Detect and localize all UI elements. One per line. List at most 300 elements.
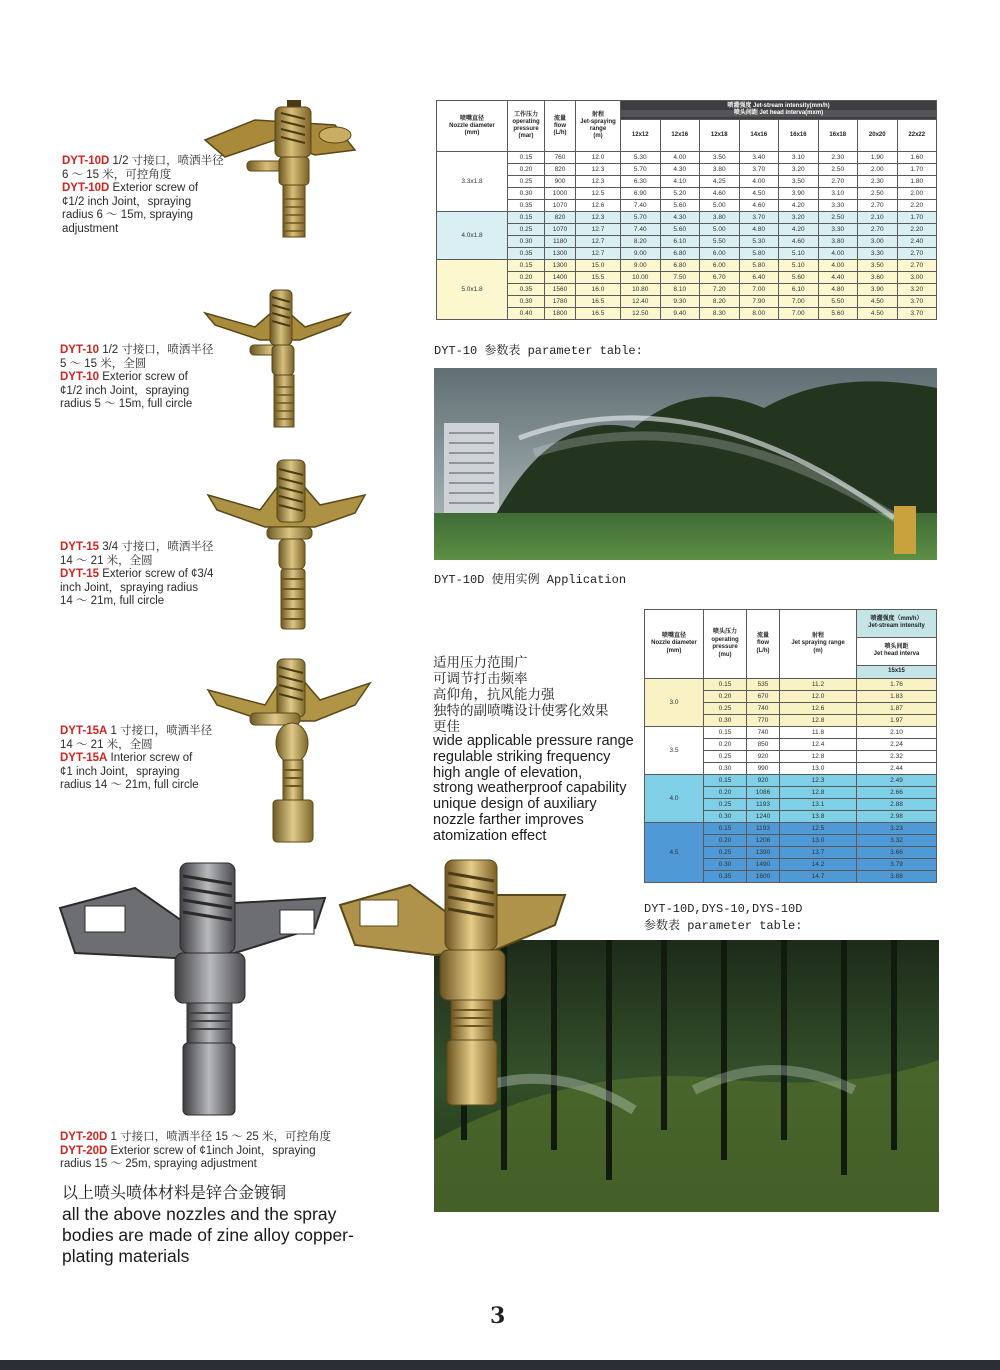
- product-desc-en: Interior screw of: [110, 752, 193, 764]
- nozzle-diameter-cell: 5.0x1.8: [437, 260, 508, 320]
- table-cell: 770: [747, 715, 780, 727]
- table-cell: 4.60: [739, 200, 779, 212]
- table-row: [437, 248, 937, 260]
- col-range: 射程 Jet-spraying range (m): [576, 101, 621, 152]
- features-en: [433, 734, 634, 845]
- table-row: [437, 212, 937, 224]
- table-cell: 4.10: [660, 176, 700, 188]
- table-cell: 4.50: [858, 296, 898, 308]
- table-cell: 2.10: [857, 727, 937, 739]
- table-cell: 0.40: [508, 308, 545, 320]
- table-cell: 760: [545, 152, 576, 164]
- table-cell: 4.60: [779, 236, 819, 248]
- col-head-spacing: 喷头间距 Jet head interva: [857, 637, 937, 665]
- col-flow: 流量 flow (L/h): [545, 101, 576, 152]
- table-row: [645, 679, 937, 691]
- table-cell: 4.00: [739, 176, 779, 188]
- table-cell: 2.70: [858, 200, 898, 212]
- table-cell: 0.15: [704, 823, 747, 835]
- col-range: 射程 Jet spraying range (m): [780, 610, 857, 679]
- product-desc-en: radius 6 ～ 15m, spraying: [62, 209, 194, 221]
- table-cell: 0.20: [704, 835, 747, 847]
- table-cell: 535: [747, 679, 780, 691]
- dyt10d-parameter-table: [644, 609, 937, 883]
- table-cell: 2.24: [857, 739, 937, 751]
- table-cell: 12.7: [576, 248, 621, 260]
- product-dyt20d-text: [60, 1131, 331, 1172]
- product-desc-en: Exterior screw of: [102, 371, 188, 383]
- col-spacing-value: 15x15: [857, 665, 937, 678]
- table-row: [437, 296, 937, 308]
- product-desc-zh: 1/2 寸接口，喷洒半径: [102, 344, 214, 356]
- product-desc-en: Exterior screw of ¢1inch Joint，spraying: [110, 1144, 316, 1157]
- product-code: DYT-10: [60, 344, 99, 356]
- product-code: DYT-20D: [60, 1144, 108, 1157]
- table-cell: 0.30: [508, 188, 545, 200]
- table-cell: 12.8: [780, 715, 857, 727]
- table-cell: 12.7: [576, 236, 621, 248]
- table-cell: 3.70: [739, 212, 779, 224]
- table-cell: 2.66: [857, 787, 937, 799]
- table-cell: 0.30: [704, 763, 747, 775]
- table-cell: 5.10: [779, 248, 819, 260]
- table-cell: 0.30: [704, 859, 747, 871]
- product-desc-zh: 1 寸接口，喷洒半径: [110, 725, 213, 737]
- table-cell: 6.10: [779, 284, 819, 296]
- table-cell: 8.10: [660, 284, 700, 296]
- table-cell: 1300: [545, 248, 576, 260]
- table-cell: 0.15: [704, 727, 747, 739]
- product-desc-en: Exterior screw of: [112, 182, 199, 194]
- product-desc-en: Exterior screw of ¢3/4: [102, 568, 214, 580]
- table-row: [437, 152, 937, 164]
- product-dyt15a-text: [60, 725, 212, 793]
- table-cell: 5.50: [700, 236, 740, 248]
- table-cell: 2.32: [857, 751, 937, 763]
- table-cell: 12.40: [621, 296, 661, 308]
- table-cell: 4.20: [779, 224, 819, 236]
- table-cell: 8.30: [700, 308, 740, 320]
- table-row: [645, 775, 937, 787]
- table-cell: 7.00: [779, 308, 819, 320]
- table-cell: 3.80: [700, 164, 740, 176]
- table-cell: 0.15: [704, 679, 747, 691]
- sprinkler-dyt15a-image: [205, 655, 375, 850]
- table-cell: 5.60: [779, 272, 819, 284]
- table-cell: 5.80: [739, 260, 779, 272]
- product-code: DYT-10: [60, 371, 99, 383]
- table-cell: 920: [747, 775, 780, 787]
- table-cell: 1300: [545, 260, 576, 272]
- table-cell: 12.0: [576, 152, 621, 164]
- page-number: 3: [490, 1303, 506, 1329]
- table-cell: 5.00: [700, 200, 740, 212]
- feature-line: 独特的副喷嘴设计使雾化效果: [433, 703, 609, 719]
- table-cell: 2.88: [857, 799, 937, 811]
- table-cell: 13.0: [780, 835, 857, 847]
- table-cell: 3.40: [739, 152, 779, 164]
- nozzle-diameter-cell: 4.0: [645, 775, 704, 823]
- table-row: [645, 727, 937, 739]
- table-cell: 0.20: [704, 739, 747, 751]
- table-cell: 9.40: [660, 308, 700, 320]
- product-desc-zh: 1 寸接口，喷洒半径 15 ～ 25 米，可控角度: [110, 1131, 331, 1143]
- table-cell: 2.10: [858, 212, 898, 224]
- table-cell: 1240: [747, 811, 780, 823]
- col-operating-pressure: 喷头压力 operating pressure (mu): [704, 610, 747, 679]
- table-cell: 3.00: [858, 236, 898, 248]
- feature-line: 适用压力范围广: [433, 655, 528, 671]
- table-row: [437, 236, 937, 248]
- table-cell: 0.15: [508, 152, 545, 164]
- table-cell: 3.30: [818, 224, 858, 236]
- table-cell: 6.80: [660, 248, 700, 260]
- table-cell: 4.50: [858, 308, 898, 320]
- table-row: [437, 188, 937, 200]
- table-cell: 850: [747, 739, 780, 751]
- table-cell: 7.40: [621, 224, 661, 236]
- table-cell: 4.50: [739, 188, 779, 200]
- col-operating-pressure: 工作压力 operating pressure (mar): [508, 101, 545, 152]
- table-cell: 0.30: [704, 811, 747, 823]
- product-desc-en: ¢1/2 inch Joint，spraying: [62, 195, 192, 208]
- table-cell: 14.7: [780, 871, 857, 883]
- features-zh: [433, 655, 609, 735]
- table2-caption-line: 参数表 parameter table:: [644, 919, 803, 933]
- feature-line: wide applicable pressure range: [433, 733, 634, 749]
- table-cell: 0.35: [508, 200, 545, 212]
- table-cell: 2.98: [857, 811, 937, 823]
- table-cell: 12.8: [780, 751, 857, 763]
- table-row: [437, 308, 937, 320]
- table-cell: 7.40: [621, 200, 661, 212]
- table-cell: 3.50: [779, 176, 819, 188]
- table-cell: 0.25: [704, 799, 747, 811]
- table-cell: 12.4: [780, 739, 857, 751]
- sprinkler-dyt20d-image: [55, 858, 345, 1123]
- table-cell: 16.5: [576, 296, 621, 308]
- table-cell: 5.60: [660, 224, 700, 236]
- table-cell: 1193: [747, 799, 780, 811]
- col-nozzle-diameter: 喷嘴直径 Nozzle diameter (mm): [437, 101, 508, 152]
- table-cell: 3.79: [857, 859, 937, 871]
- table-cell: 0.30: [508, 236, 545, 248]
- page-bottom-border: [0, 1360, 1000, 1370]
- table-cell: 1.80: [897, 176, 937, 188]
- spacing-header: 22x22: [897, 120, 937, 152]
- table-cell: 5.50: [818, 296, 858, 308]
- table-cell: 1.70: [897, 164, 937, 176]
- table-cell: 3.66: [857, 847, 937, 859]
- table-cell: 1.97: [857, 715, 937, 727]
- table-cell: 3.60: [858, 272, 898, 284]
- table-cell: 7.00: [739, 284, 779, 296]
- table-row: [437, 176, 937, 188]
- table-cell: 3.50: [858, 260, 898, 272]
- table-row: [437, 260, 937, 272]
- table-cell: 12.6: [576, 200, 621, 212]
- table-cell: 5.80: [739, 248, 779, 260]
- table-cell: 12.3: [576, 212, 621, 224]
- table-cell: 0.25: [508, 224, 545, 236]
- table-cell: 1.90: [858, 152, 898, 164]
- table-row: [437, 284, 937, 296]
- table-cell: 670: [747, 691, 780, 703]
- col-jet-intensity: 喷灌强度 Jet-stream intensity(mm/h) 喷头间距 Jet head interva(mxm): [621, 101, 937, 120]
- table-cell: 0.25: [508, 176, 545, 188]
- table2-caption-line: DYT-10D,DYS-10,DYS-10D: [644, 902, 803, 916]
- table-cell: 820: [545, 212, 576, 224]
- table-cell: 6.10: [660, 236, 700, 248]
- table-cell: 12.3: [576, 164, 621, 176]
- material-note-en: [62, 1204, 354, 1267]
- table-cell: 2.30: [818, 152, 858, 164]
- feature-line: 更佳: [433, 719, 460, 735]
- table-cell: 820: [545, 164, 576, 176]
- table-cell: 13.1: [780, 799, 857, 811]
- material-note-line: all the above nozzles and the spray: [62, 1204, 337, 1224]
- spacing-header: 20x20: [858, 120, 898, 152]
- table-cell: 2.44: [857, 763, 937, 775]
- feature-line: unique design of auxiliary: [433, 796, 597, 813]
- material-note-line: plating materials: [62, 1246, 190, 1266]
- table-cell: 13.7: [780, 847, 857, 859]
- spacing-header: 16x18: [818, 120, 858, 152]
- table-cell: 0.25: [704, 751, 747, 763]
- table-cell: 0.20: [704, 787, 747, 799]
- product-desc-en: inch Joint，spraying radius: [60, 581, 199, 594]
- table-cell: 740: [747, 703, 780, 715]
- sprinkler-dyt10-image: [200, 285, 360, 435]
- table-cell: 0.30: [508, 296, 545, 308]
- table-cell: 8.20: [621, 236, 661, 248]
- table-cell: 3.10: [818, 188, 858, 200]
- table-cell: 1.87: [857, 703, 937, 715]
- table-cell: 5.70: [621, 164, 661, 176]
- table-cell: 0.35: [508, 284, 545, 296]
- spacing-header: 12x12: [621, 120, 661, 152]
- table-cell: 2.50: [818, 212, 858, 224]
- table-cell: 1780: [545, 296, 576, 308]
- table1-caption: DYT-10 参数表 parameter table:: [434, 344, 643, 358]
- table-cell: 1.70: [897, 212, 937, 224]
- table-cell: 13.0: [780, 763, 857, 775]
- material-note-zh: 以上喷头喷体材料是锌合金镀铜: [62, 1183, 287, 1202]
- product-desc-zh: 6 ～ 15 米，可控角度: [62, 168, 172, 181]
- table-cell: 1180: [545, 236, 576, 248]
- table-cell: 4.25: [700, 176, 740, 188]
- table-cell: 0.15: [508, 260, 545, 272]
- table-row: [437, 164, 937, 176]
- table-cell: 4.00: [660, 152, 700, 164]
- table-cell: 12.3: [780, 775, 857, 787]
- col-jet-intensity: 喷灌强度（mm/h） Jet-stream intensity: [857, 610, 937, 638]
- table-cell: 1390: [747, 847, 780, 859]
- product-desc-en: ¢1/2 inch Joint，spraying: [60, 384, 190, 397]
- table-cell: 12.8: [780, 787, 857, 799]
- product-desc-en: radius 5 ～ 15m, full circle: [60, 398, 193, 410]
- table-cell: 0.25: [704, 847, 747, 859]
- table-cell: 0.35: [508, 248, 545, 260]
- table2-caption: [644, 902, 802, 933]
- nozzle-diameter-cell: 4.5: [645, 823, 704, 883]
- table-row: [437, 272, 937, 284]
- table-cell: 2.50: [818, 164, 858, 176]
- spacing-header: 12x18: [700, 120, 740, 152]
- product-code: DYT-20D: [60, 1131, 108, 1143]
- table-cell: 0.15: [704, 775, 747, 787]
- dyt10-parameter-table: [436, 100, 937, 320]
- table-cell: 2.30: [858, 176, 898, 188]
- table-cell: 12.3: [576, 176, 621, 188]
- table-cell: 4.00: [818, 260, 858, 272]
- table-cell: 4.60: [700, 188, 740, 200]
- table-cell: 4.30: [660, 212, 700, 224]
- table-cell: 3.23: [857, 823, 937, 835]
- product-code: DYT-15A: [60, 725, 108, 737]
- feature-line: high angle of elevation,: [433, 764, 583, 781]
- table-cell: 12.6: [780, 703, 857, 715]
- table-cell: 16.5: [576, 308, 621, 320]
- table-cell: 11.8: [780, 727, 857, 739]
- table-cell: 2.49: [857, 775, 937, 787]
- table-cell: 4.30: [660, 164, 700, 176]
- table-cell: 5.70: [621, 212, 661, 224]
- table-cell: 9.00: [621, 248, 661, 260]
- table-cell: 3.32: [857, 835, 937, 847]
- table-cell: 1193: [747, 823, 780, 835]
- nozzle-diameter-cell: 3.0: [645, 679, 704, 727]
- table-cell: 3.20: [779, 212, 819, 224]
- product-desc-zh: 3/4 寸接口，喷洒半径: [102, 541, 214, 553]
- table-cell: 2.70: [858, 224, 898, 236]
- product-dyt15-text: [60, 541, 213, 609]
- table-cell: 3.70: [897, 296, 937, 308]
- table-cell: 0.20: [508, 164, 545, 176]
- product-desc-en: 14 ～ 21m, full circle: [60, 595, 165, 607]
- table-cell: 2.20: [897, 200, 937, 212]
- table-cell: 1.76: [857, 679, 937, 691]
- table-cell: 11.2: [780, 679, 857, 691]
- table-cell: 3.30: [818, 200, 858, 212]
- table-cell: 12.50: [621, 308, 661, 320]
- table-cell: 4.80: [818, 284, 858, 296]
- product-desc-en: radius 15 ～ 25m, spraying adjustment: [60, 1158, 257, 1170]
- table-cell: 3.88: [857, 871, 937, 883]
- photo1-caption: DYT-10D 使用实例 Application: [434, 573, 627, 587]
- table-cell: 3.30: [858, 248, 898, 260]
- product-code: DYT-10D: [62, 155, 110, 167]
- table-cell: 1070: [545, 224, 576, 236]
- table-cell: 0.20: [704, 691, 747, 703]
- spacing-header: 12x16: [660, 120, 700, 152]
- table-cell: 740: [747, 727, 780, 739]
- table-cell: 8.00: [739, 308, 779, 320]
- table-cell: 5.30: [621, 152, 661, 164]
- table-cell: 5.10: [779, 260, 819, 272]
- feature-line: 可调节打击频率: [433, 671, 528, 687]
- table-cell: 6.40: [739, 272, 779, 284]
- table-cell: 3.70: [897, 308, 937, 320]
- table-cell: 9.00: [621, 260, 661, 272]
- table-row: [437, 200, 937, 212]
- table-cell: 5.00: [700, 224, 740, 236]
- table-cell: 1208: [747, 835, 780, 847]
- product-desc-en: ¢1 inch Joint，spraying: [60, 765, 180, 778]
- table-cell: 13.8: [780, 811, 857, 823]
- product-code: DYT-15: [60, 541, 99, 553]
- table-row: [437, 224, 937, 236]
- table-cell: 1070: [545, 200, 576, 212]
- table-cell: 6.30: [621, 176, 661, 188]
- product-desc-zh: 14 ～ 21 米，全圆: [60, 554, 153, 567]
- col-flow: 流量 flow (L/h): [747, 610, 780, 679]
- table-cell: 990: [747, 763, 780, 775]
- table-cell: 2.40: [897, 236, 937, 248]
- table-cell: 7.00: [779, 296, 819, 308]
- table-cell: 0.20: [508, 272, 545, 284]
- table-cell: 9.30: [660, 296, 700, 308]
- product-code: DYT-10D: [62, 182, 110, 194]
- product-desc-zh: 1/2 寸接口，喷洒半径: [112, 155, 224, 167]
- table-cell: 5.30: [739, 236, 779, 248]
- table-cell: 1560: [545, 284, 576, 296]
- table-cell: 3.70: [739, 164, 779, 176]
- product-desc-en: adjustment: [62, 222, 119, 235]
- table-cell: 1086: [747, 787, 780, 799]
- table-cell: 3.50: [700, 152, 740, 164]
- table-cell: 7.90: [739, 296, 779, 308]
- table-cell: 16.0: [576, 284, 621, 296]
- table-cell: 7.50: [660, 272, 700, 284]
- product-desc-en: radius 14 ～ 21m, full circle: [60, 779, 199, 791]
- table-cell: 12.5: [780, 823, 857, 835]
- table-cell: 8.20: [700, 296, 740, 308]
- table-cell: 2.00: [897, 188, 937, 200]
- table-cell: 15.0: [576, 260, 621, 272]
- table-cell: 2.70: [897, 248, 937, 260]
- table-cell: 4.80: [739, 224, 779, 236]
- col-nozzle-diameter: 喷嘴直径 Nozzle diameter (mm): [645, 610, 704, 679]
- table-cell: 1.60: [897, 152, 937, 164]
- table-cell: 2.70: [818, 176, 858, 188]
- feature-line: regulable striking frequency: [433, 748, 611, 765]
- table-cell: 10.80: [621, 284, 661, 296]
- table-cell: 3.80: [700, 212, 740, 224]
- table-cell: 2.20: [897, 224, 937, 236]
- table-cell: 3.00: [897, 272, 937, 284]
- product-dyt10-text: [60, 344, 213, 412]
- table-cell: 1800: [545, 308, 576, 320]
- table-cell: 12.7: [576, 224, 621, 236]
- sprinkler-brass-large-image: [335, 855, 570, 1115]
- table-cell: 12.0: [780, 691, 857, 703]
- application-photo-field: [434, 368, 937, 560]
- spacing-header: 14x16: [739, 120, 779, 152]
- table-cell: 3.80: [818, 236, 858, 248]
- table-cell: 0.30: [704, 715, 747, 727]
- table-cell: 2.70: [897, 260, 937, 272]
- table-cell: 5.60: [818, 308, 858, 320]
- table-cell: 10.00: [621, 272, 661, 284]
- table-row: [645, 823, 937, 835]
- nozzle-diameter-cell: 4.0x1.8: [437, 212, 508, 260]
- table-cell: 12.5: [576, 188, 621, 200]
- material-note-line: bodies are made of zine alloy copper-: [62, 1225, 354, 1245]
- table-cell: 0.35: [704, 871, 747, 883]
- table-cell: 1.83: [857, 691, 937, 703]
- table-cell: 1400: [545, 272, 576, 284]
